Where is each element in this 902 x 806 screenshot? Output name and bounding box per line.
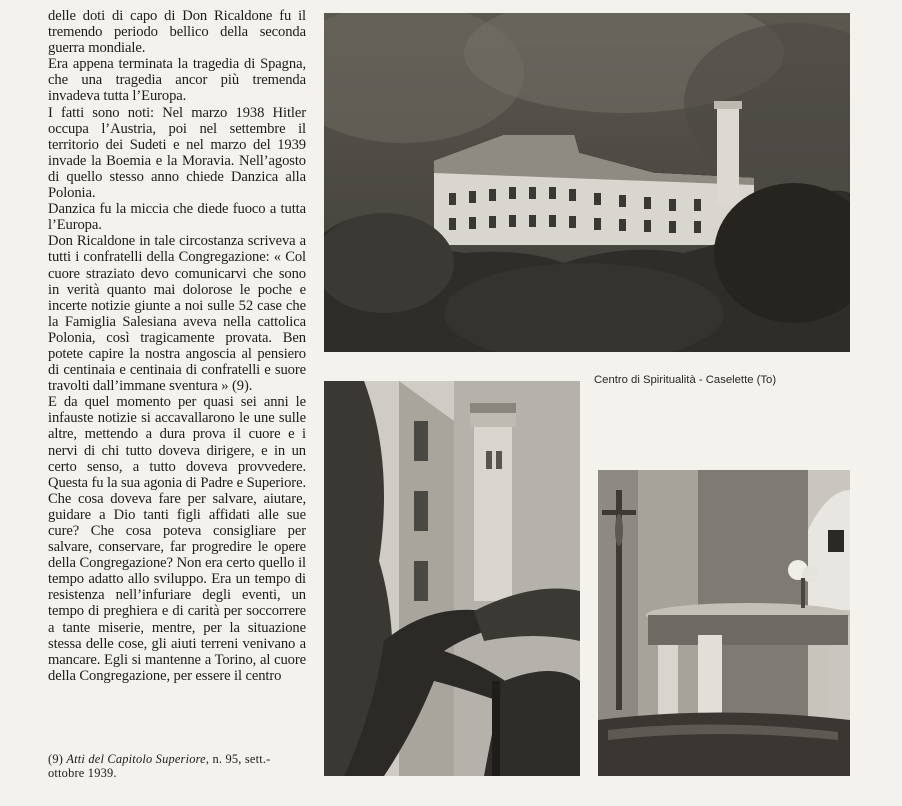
paragraph: E da quel momento per quasi sei anni le infauste notizie si accavallarono le une sulle altre, mettendo a dura prova il cuore e i nervi di chi tutto doveva dirigere, e in un certo senso, a tutto doveva provvedere. Questa fu la sua agonia di Padre e Superiore. Che cosa doveva fare per salvare, aiutare, guidare a Dio tanti figli affidati alle sue cure? Che cosa poteva consigliare per salvare, conservare, far progredire le opere della Congregazione? Non era certo quello il tempo adatto allo sviluppo. Era un tempo di resistenza nell’infuriare degli eventi, un tempo di preghiera e di carità per soccorrere a tante miserie, mentre, per la situazione stessa delle cose, gli aiuti terreni venivano a mancare. Egli si mantenne a Torino, al cuore della Congregazione, per essere il centro xyxy=(48,394,306,684)
paragraph: delle doti di capo di Don Ricaldone fu il tremendo periodo bellico della seconda guerra mondiale. xyxy=(48,8,306,57)
main-text-column xyxy=(48,8,306,684)
paragraph: Don Ricaldone in tale circostanza scriveva a tutti i confratelli della Congregazione: « Col cuore straziato devo comunicarvi che sono in verità quanto mai dolorose le poche e incerte notizie giunte a noi sulle 52 case che la Famiglia Salesiana aveva nella cattolica Polonia, così tragicamente provata. Ben potete capire la nostra angoscia al pensiero di centinaia e centinaia di confratelli e suore travolti dall’immane sventura » (9). xyxy=(48,233,306,395)
paragraph: Danzica fu la miccia che diede fuoco a tutta l’Europa. xyxy=(48,201,306,234)
photo-tower-palms xyxy=(324,381,580,776)
footnote-number: (9) xyxy=(48,752,64,766)
footnote xyxy=(48,752,306,780)
footnote-details: , n. 95, sett.-ottobre 1939. xyxy=(48,752,271,780)
paragraph: I fatti sono noti: Nel marzo 1938 Hitler occupa l’Austria, poi nel settembre il territorio dei Sudeti e nel marzo del 1939 invade la Boemia e la Moravia. Nell’agosto di quello stesso anno chiede Danzica alla Polonia. xyxy=(48,104,306,202)
footnote-source-title: Atti del Capitolo Superiore xyxy=(66,752,206,766)
photo-chapel-interior xyxy=(598,470,850,776)
paragraph: Era appena terminata la tragedia di Spagna, che una tragedia ancor più tremenda invadeva tutta l’Europa. xyxy=(48,56,306,105)
photo-caption: Centro di Spiritualità - Caselette (To) xyxy=(594,374,777,386)
photo-building-hillside xyxy=(324,13,850,352)
